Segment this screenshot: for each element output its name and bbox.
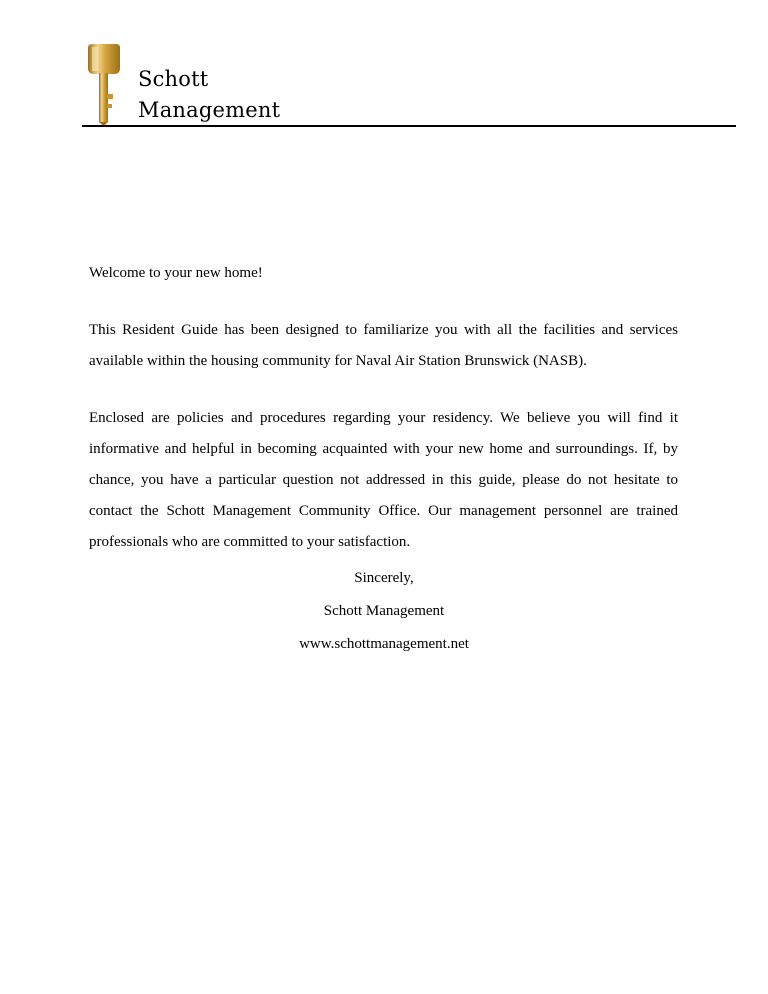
company-name-line2: Management: [138, 98, 281, 122]
paragraph-intro: This Resident Guide has been designed to familiarize you with all the facilities and services available within the housing community for Naval Air Station Brunswick (NASB).: [89, 322, 678, 369]
company-name: [138, 64, 280, 126]
letter-closing: [0, 568, 768, 667]
paragraph-policies: Enclosed are policies and procedures regarding your residency. We believe you will find it informative and helpful in becoming acquainted with your new home and surroundings. If, by chance, you have a particular question not addressed in this guide, please do not hesitate to contact the Schott Management Community Office. Our management personnel are trained professionals who are committed to your satisfaction.: [89, 410, 678, 550]
valediction: Sincerely,: [354, 570, 414, 586]
company-name-line1: Schott: [138, 67, 209, 91]
letterhead: [0, 0, 768, 130]
website-link[interactable]: www.schottmanagement.net: [299, 636, 469, 652]
greeting: Welcome to your new home!: [89, 265, 263, 281]
header-divider: [82, 125, 736, 127]
key-icon: [86, 44, 122, 126]
signature: Schott Management: [323, 603, 445, 619]
letter-body: [89, 258, 678, 584]
